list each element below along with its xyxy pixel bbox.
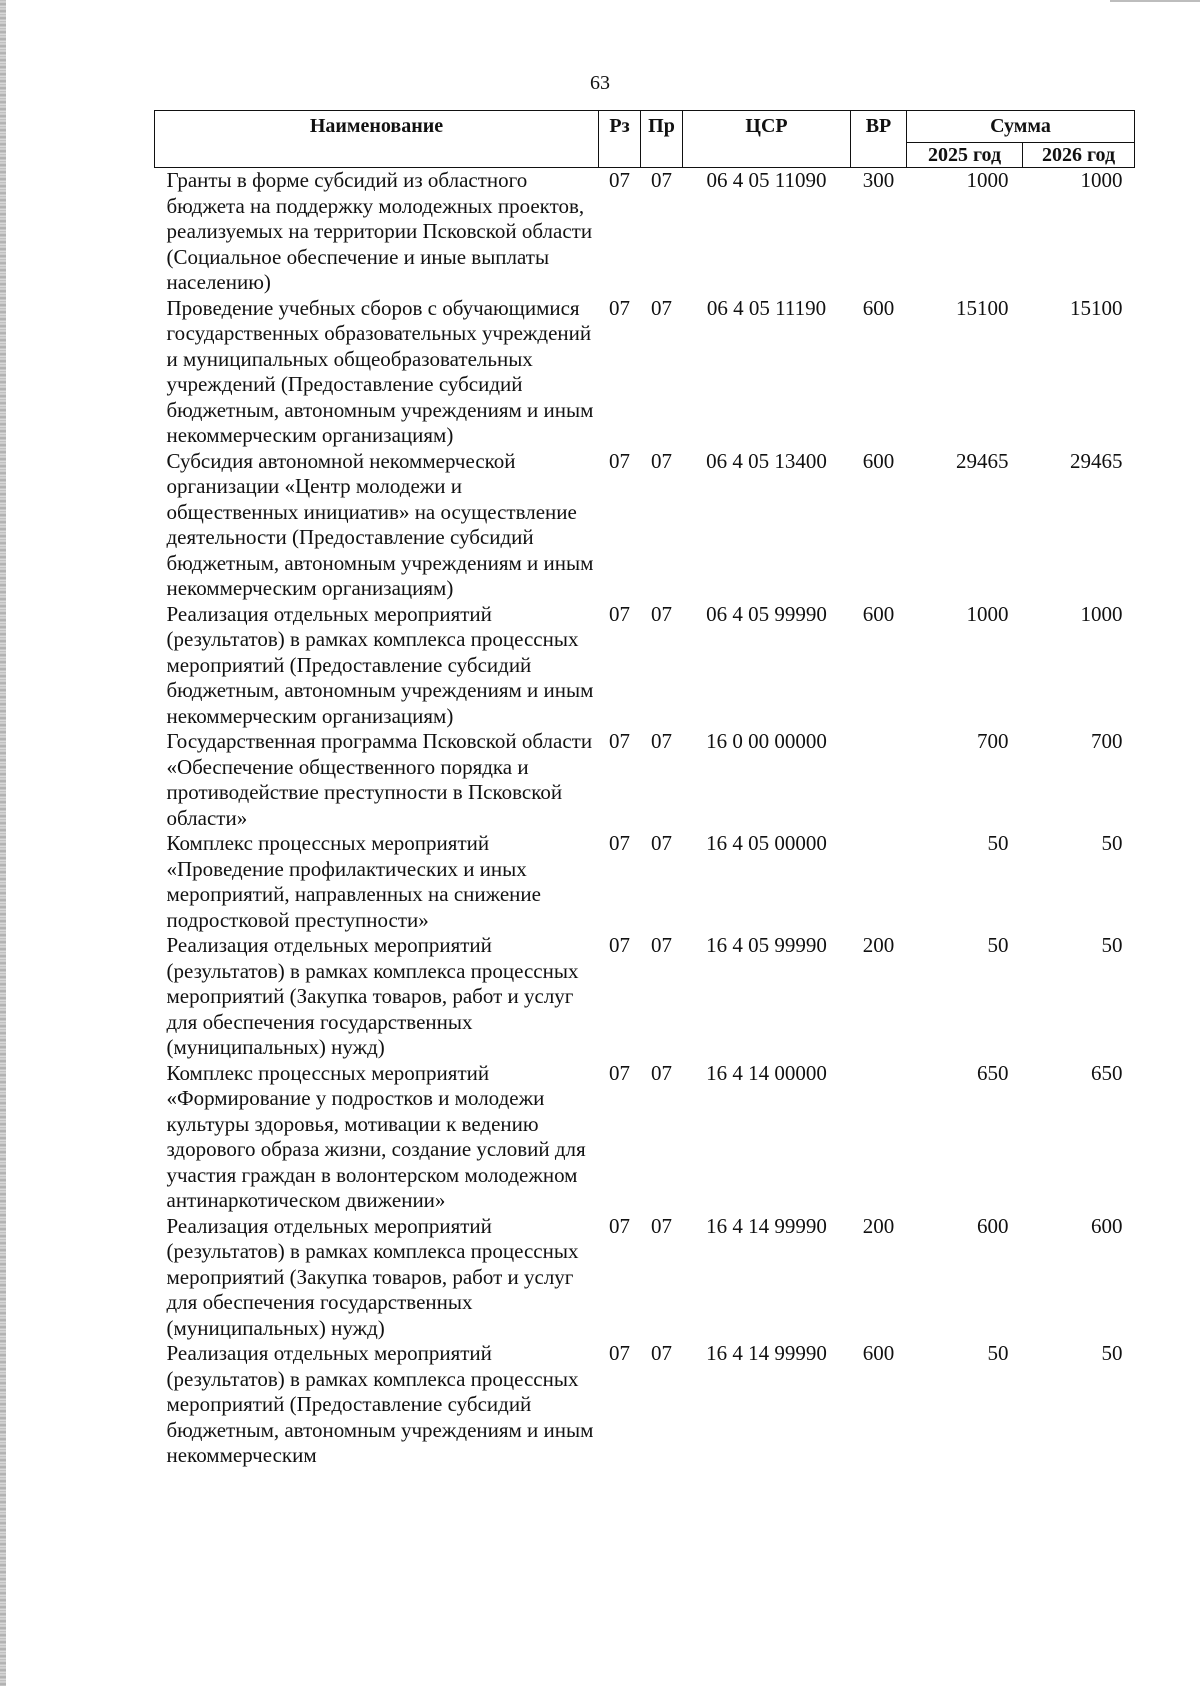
row-pr: 07 <box>651 1341 672 1365</box>
row-rz: 07 <box>609 1213 630 1238</box>
row-sum-2026: 600 <box>1091 1213 1123 1238</box>
table-row <box>155 449 1135 602</box>
table-row <box>155 1214 1135 1342</box>
scan-edge <box>0 0 6 1686</box>
table-row <box>155 1061 1135 1214</box>
table-row <box>155 602 1135 730</box>
row-vr <box>851 729 907 831</box>
row-csr: 16 4 14 00000 <box>706 1060 827 1085</box>
row-csr: 16 4 14 99990 <box>706 1341 827 1365</box>
row-rz: 07 <box>609 831 630 855</box>
row-pr: 07 <box>651 448 672 473</box>
row-sum-2026: 1000 <box>1080 168 1123 192</box>
header-name: Наименование <box>155 111 599 168</box>
row-vr: 600 <box>862 601 895 626</box>
row-sum-2026: 29465 <box>1070 448 1123 473</box>
row-sum-2026: 650 <box>1091 1060 1123 1085</box>
header-year-2026: 2026 год <box>1023 143 1135 168</box>
header-sum: Сумма <box>907 111 1135 143</box>
row-pr: 07 <box>651 933 672 957</box>
row-name: Реализация отдельных мероприятий (результатов) в рамках комплекса процессных мероприятий (Закупка товаров, работ и услуг для обеспечения государственных (муниципальных) нужд) <box>166 1213 579 1340</box>
row-vr: 200 <box>862 1213 895 1238</box>
table-row <box>155 1341 1135 1469</box>
row-sum-2026: 50 <box>1101 831 1123 855</box>
row-name: Гранты в форме субсидий из областного бюджета на поддержку молодежных проектов, реализуемых на территории Псковской области (Социальное обеспечение и иные выплаты населению) <box>166 168 593 294</box>
row-rz: 07 <box>609 729 630 753</box>
row-pr: 07 <box>651 729 672 753</box>
scan-mark <box>1110 0 1200 2</box>
row-rz: 07 <box>609 295 630 320</box>
header-vr: ВР <box>851 111 907 168</box>
row-rz: 07 <box>609 448 630 473</box>
row-sum-2026: 1000 <box>1080 601 1123 626</box>
header-rz: Рз <box>599 111 641 168</box>
row-sum-2025: 15100 <box>956 295 1009 320</box>
row-name: Реализация отдельных мероприятий (результатов) в рамках комплекса процессных мероприятий (Предоставление субсидий бюджетным, автономным учреждениям и иным некоммерческим <box>166 1341 594 1467</box>
row-pr: 07 <box>651 295 672 320</box>
row-sum-2025: 1000 <box>966 601 1009 626</box>
row-sum-2026: 50 <box>1101 1341 1123 1365</box>
row-vr <box>851 831 907 933</box>
row-sum-2025: 50 <box>987 933 1009 957</box>
table-row <box>155 168 1135 296</box>
row-name: Реализация отдельных мероприятий (результатов) в рамках комплекса процессных мероприятий (Предоставление субсидий бюджетным, автономным учреждениям и иным некоммерческим организациям) <box>166 601 594 728</box>
row-sum-2025: 50 <box>987 831 1009 855</box>
row-csr: 16 0 00 00000 <box>706 729 827 753</box>
row-vr: 600 <box>862 1341 895 1365</box>
row-rz: 07 <box>609 1060 630 1085</box>
row-sum-2025: 650 <box>977 1060 1009 1085</box>
row-pr: 07 <box>651 601 672 626</box>
row-name: Комплекс процессных мероприятий «Формирование у подростков и молодежи культуры здоровья, мотивации к ведению здорового образа жизни, создание условий для участия граждан в волонтерском молодежном антинаркотическом движении» <box>166 1060 586 1212</box>
row-sum-2025: 29465 <box>956 448 1009 473</box>
row-rz: 07 <box>609 933 630 957</box>
row-pr: 07 <box>651 1213 672 1238</box>
row-rz: 07 <box>609 168 630 192</box>
row-name: Субсидия автономной некоммерческой организации «Центр молодежи и общественных инициатив» на осуществление деятельности (Предоставление субсидий бюджетным, автономным учреждениям и иным некоммерческим организациям) <box>166 448 594 600</box>
row-sum-2025: 600 <box>977 1213 1009 1238</box>
row-sum-2026: 700 <box>1091 729 1123 753</box>
page-number: 63 <box>590 72 610 94</box>
table-row <box>155 296 1135 449</box>
row-name: Реализация отдельных мероприятий (результатов) в рамках комплекса процессных мероприятий (Закупка товаров, работ и услуг для обеспечения государственных (муниципальных) нужд) <box>166 933 579 1059</box>
row-csr: 06 4 05 13400 <box>706 448 827 473</box>
row-vr: 300 <box>862 168 895 192</box>
row-vr <box>851 1061 907 1214</box>
row-name: Комплекс процессных мероприятий «Проведение профилактических и иных мероприятий, направленных на снижение подростковой преступности» <box>166 831 541 932</box>
row-sum-2026: 15100 <box>1070 295 1123 320</box>
row-csr: 16 4 14 99990 <box>706 1213 827 1238</box>
table-row <box>155 831 1135 933</box>
row-pr: 07 <box>651 831 672 855</box>
row-csr: 16 4 05 99990 <box>706 933 827 957</box>
row-vr: 200 <box>862 933 895 957</box>
row-csr: 06 4 05 99990 <box>706 601 827 626</box>
row-rz: 07 <box>609 1341 630 1365</box>
row-vr: 600 <box>862 295 895 320</box>
row-sum-2025: 50 <box>987 1341 1009 1365</box>
header-csr: ЦСР <box>683 111 851 168</box>
row-csr: 16 4 05 00000 <box>706 831 827 855</box>
table-row <box>155 933 1135 1061</box>
row-sum-2026: 50 <box>1101 933 1123 957</box>
table-row <box>155 729 1135 831</box>
row-name: Проведение учебных сборов с обучающимися государственных образовательных учреждений и муниципальных общеобразовательных учреждений (Предоставление субсидий бюджетным, автономным учреждениям и иным некоммерческим организациям) <box>166 295 594 447</box>
row-vr: 600 <box>862 448 895 473</box>
header-year-2025: 2025 год <box>907 143 1023 168</box>
table-header-row <box>155 111 1135 143</box>
row-name: Государственная программа Псковской области «Обеспечение общественного порядка и противодействие преступности в Псковской области» <box>166 729 593 830</box>
row-sum-2025: 1000 <box>966 168 1009 192</box>
row-pr: 07 <box>651 168 672 192</box>
row-pr: 07 <box>651 1060 672 1085</box>
header-pr: Пр <box>641 111 683 168</box>
row-rz: 07 <box>609 601 630 626</box>
row-csr: 06 4 05 11190 <box>706 295 827 320</box>
row-csr: 06 4 05 11090 <box>706 168 827 192</box>
budget-table <box>154 110 1135 1469</box>
row-sum-2025: 700 <box>977 729 1009 753</box>
